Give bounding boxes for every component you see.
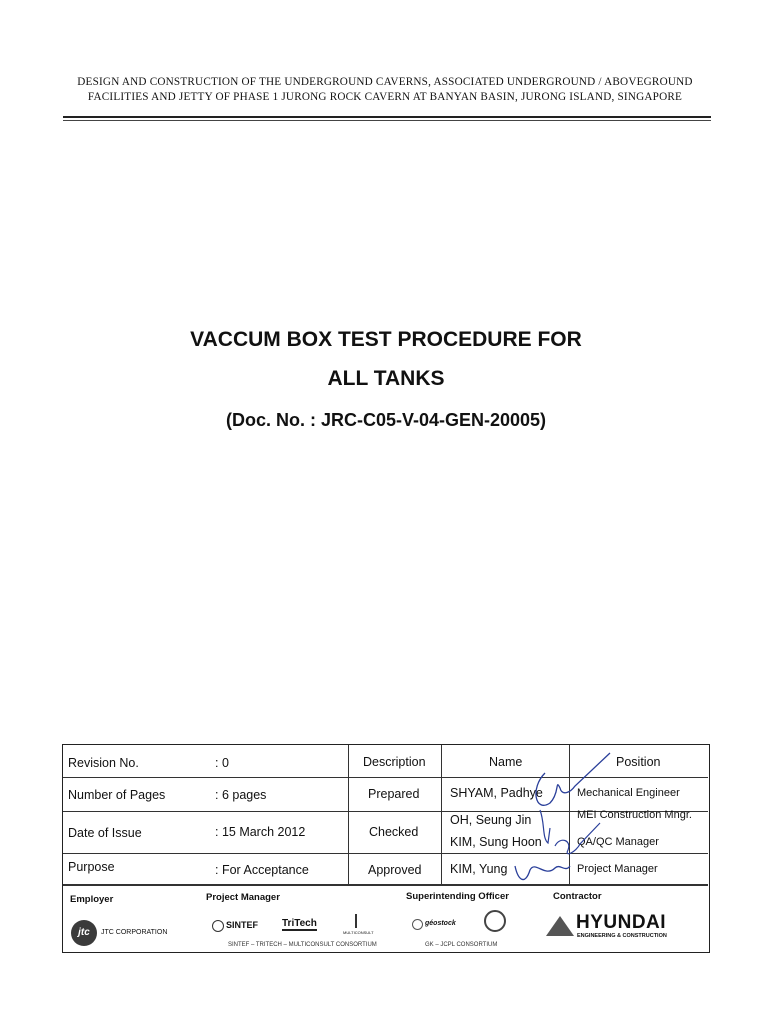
multiconsult-icon [355, 914, 357, 928]
checked-name-1: OH, Seung Jin [450, 813, 532, 827]
superintending-officer-label: Superintending Officer [406, 891, 509, 902]
hyundai-subtitle: ENGINEERING & CONSTRUCTION [577, 933, 667, 939]
pages-value: : 6 pages [215, 788, 267, 802]
project-header [60, 75, 710, 105]
employer-label: Employer [70, 894, 114, 905]
name-header: Name [489, 755, 523, 769]
pages-label: Number of Pages [68, 788, 166, 802]
checked-position-2: QA/QC Manager [577, 836, 659, 848]
header-line-2: FACILITIES AND JETTY OF PHASE 1 JURONG ROCK CAVERN AT BANYAN BASIN, JURONG ISLAND, SINGAPORE [87, 91, 683, 103]
pm-consortium-text: SINTEF – TRITECH – MULTICONSULT CONSORTIUM [228, 942, 377, 948]
sintef-logo: SINTEF [226, 920, 259, 930]
hyundai-triangle-icon [546, 916, 574, 936]
description-header: Description [363, 755, 426, 769]
prepared-name: SHYAM, Padhye [450, 786, 543, 800]
swirl-logo-icon [484, 910, 506, 932]
checked-position-1: MEI Construction Mngr. [577, 809, 692, 821]
header-line-1: DESIGN AND CONSTRUCTION OF THE UNDERGROUND CAVERNS, ASSOCIATED UNDERGROUND / ABOVEGROUND [77, 76, 693, 88]
contractor-label: Contractor [553, 891, 602, 902]
checked-label: Checked [369, 825, 419, 839]
project-manager-label: Project Manager [206, 892, 280, 903]
checked-name-2: KIM, Sung Hoon [450, 835, 542, 849]
document-title-line-1: VACCUM BOX TEST PROCEDURE FOR [190, 328, 582, 351]
hyundai-logo: HYUNDAI [576, 912, 667, 933]
tritech-logo: TriTech [282, 918, 317, 929]
document-number: (Doc. No. : JRC-C05-V-04-GEN-20005) [225, 410, 547, 430]
jtc-logo: jtc [71, 920, 97, 946]
purpose-label: Purpose [68, 860, 115, 874]
approved-position: Project Manager [577, 863, 658, 875]
header-rule [63, 116, 711, 118]
position-header: Position [616, 755, 661, 769]
approved-name: KIM, Yung [450, 862, 508, 876]
geostock-logo: géostock [425, 920, 456, 927]
document-title-line-2: ALL TANKS [327, 367, 445, 390]
sintef-icon [212, 920, 224, 932]
revision-value: : 0 [215, 756, 229, 770]
date-label: Date of Issue [68, 826, 142, 840]
date-value: : 15 March 2012 [215, 825, 306, 839]
signature-scribbles [500, 748, 620, 888]
prepared-label: Prepared [368, 787, 420, 801]
revision-label: Revision No. [68, 756, 139, 770]
jtc-corporation-text: JTC CORPORATION [101, 929, 168, 936]
header-rule-thin [63, 120, 711, 121]
multiconsult-logo: MULTICONSULT [343, 930, 374, 935]
so-consortium-text: GK – JCPL CONSORTIUM [425, 942, 498, 948]
approved-label: Approved [368, 863, 422, 877]
prepared-position: Mechanical Engineer [577, 787, 680, 799]
geostock-icon [412, 919, 423, 930]
purpose-value: : For Acceptance [215, 863, 309, 877]
